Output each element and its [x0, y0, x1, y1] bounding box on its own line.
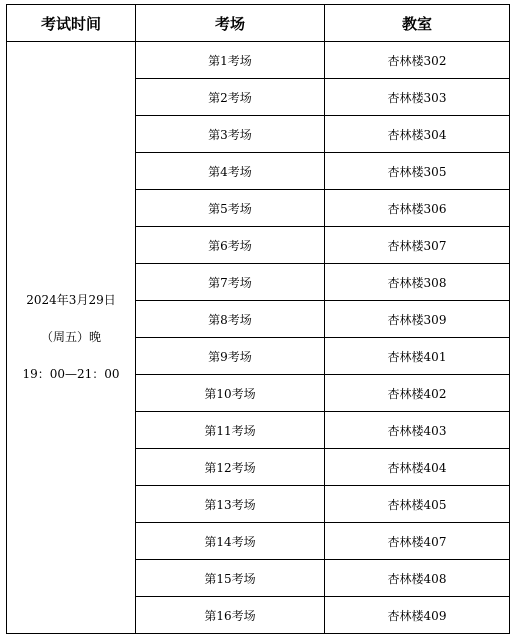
classroom-cell: 杏林楼401	[325, 338, 510, 375]
header-venue: 考场	[136, 5, 325, 42]
exam-weekday: （周五）晚	[40, 330, 101, 344]
venue-cell: 第3考场	[136, 116, 325, 153]
classroom-cell: 杏林楼405	[325, 486, 510, 523]
venue-cell: 第14考场	[136, 523, 325, 560]
classroom-cell: 杏林楼404	[325, 449, 510, 486]
venue-cell: 第16考场	[136, 597, 325, 634]
exam-schedule-table	[6, 4, 510, 634]
classroom-cell: 杏林楼304	[325, 116, 510, 153]
classroom-cell: 杏林楼403	[325, 412, 510, 449]
venue-cell: 第11考场	[136, 412, 325, 449]
classroom-cell: 杏林楼306	[325, 190, 510, 227]
classroom-cell: 杏林楼307	[325, 227, 510, 264]
classroom-cell: 杏林楼409	[325, 597, 510, 634]
classroom-cell: 杏林楼407	[325, 523, 510, 560]
table-row	[7, 42, 510, 79]
exam-time-cell	[7, 42, 136, 634]
venue-cell: 第9考场	[136, 338, 325, 375]
classroom-cell: 杏林楼309	[325, 301, 510, 338]
venue-cell: 第13考场	[136, 486, 325, 523]
venue-cell: 第7考场	[136, 264, 325, 301]
venue-cell: 第4考场	[136, 153, 325, 190]
classroom-cell: 杏林楼302	[325, 42, 510, 79]
venue-cell: 第15考场	[136, 560, 325, 597]
classroom-cell: 杏林楼402	[325, 375, 510, 412]
classroom-cell: 杏林楼305	[325, 153, 510, 190]
header-exam-time: 考试时间	[7, 5, 136, 42]
venue-cell: 第8考场	[136, 301, 325, 338]
exam-hours: 19：00—21：00	[22, 367, 120, 381]
venue-cell: 第10考场	[136, 375, 325, 412]
exam-date: 2024年3月29日	[26, 293, 116, 307]
classroom-cell: 杏林楼408	[325, 560, 510, 597]
classroom-cell: 杏林楼303	[325, 79, 510, 116]
venue-cell: 第12考场	[136, 449, 325, 486]
header-row	[7, 5, 510, 42]
venue-cell: 第6考场	[136, 227, 325, 264]
classroom-cell: 杏林楼308	[325, 264, 510, 301]
venue-cell: 第1考场	[136, 42, 325, 79]
venue-cell: 第5考场	[136, 190, 325, 227]
venue-cell: 第2考场	[136, 79, 325, 116]
header-classroom: 教室	[325, 5, 510, 42]
